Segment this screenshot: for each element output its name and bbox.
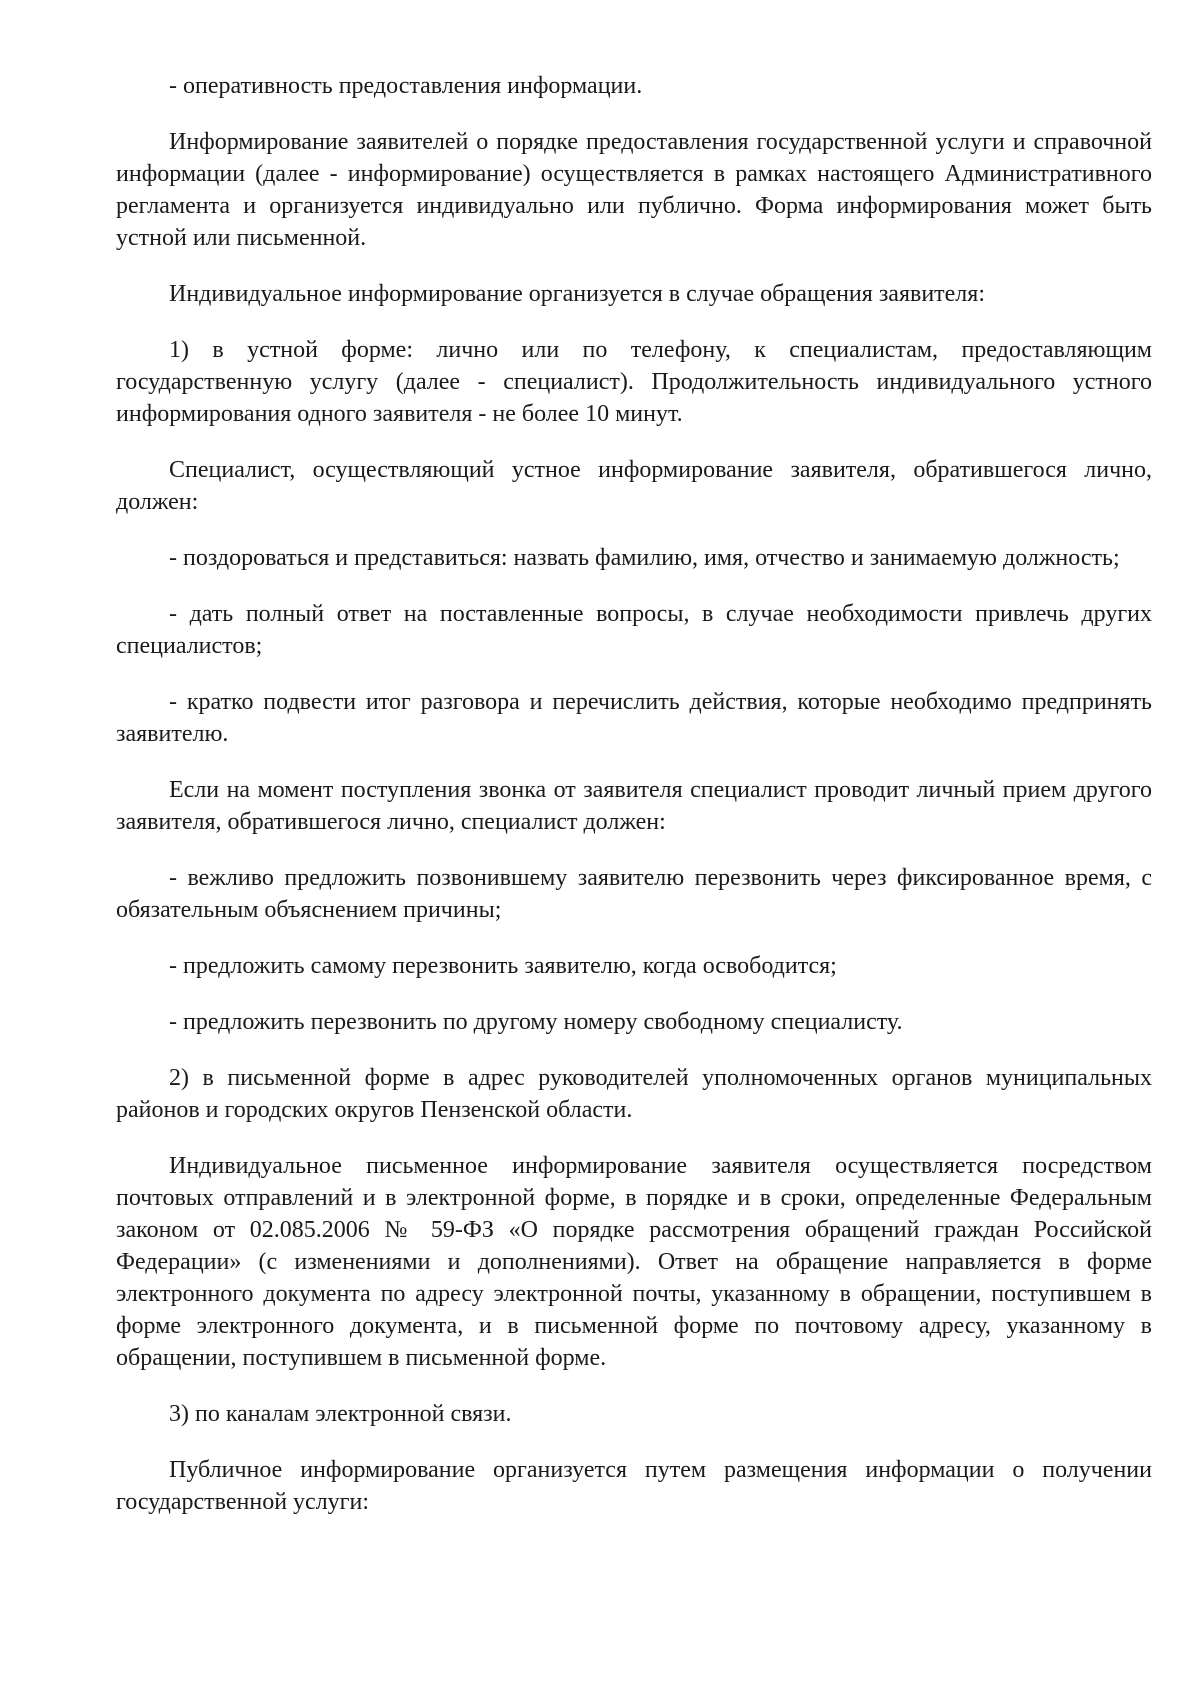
document-body — [116, 70, 1152, 1542]
paragraph-individual-informing: Индивидуальное информирование организуется в случае обращения заявителя: — [169, 281, 985, 307]
paragraph-full-answer: - дать полный ответ на поставленные вопросы, в случае необходимости привлечь других специалистов; — [116, 601, 1152, 659]
paragraph-oral-form: 1) в устной форме: лично или по телефону, к специалистам, предоставляющим государственную услугу (далее - специалист). Продолжительность индивидуального устного информирования одного заявителя - не более 10 минут. — [116, 337, 1152, 427]
paragraph-other-number: - предложить перезвонить по другому номеру свободному специалисту. — [169, 1009, 903, 1035]
paragraph-public-informing: Публичное информирование организуется путем размещения информации о получении государственной услуги: — [116, 1457, 1152, 1515]
paragraph-electronic-channels: 3) по каналам электронной связи. — [169, 1401, 512, 1427]
paragraph-self-callback: - предложить самому перезвонить заявителю, когда освободится; — [169, 953, 837, 979]
paragraph-offer-callback: - вежливо предложить позвонившему заявителю перезвонить через фиксированное время, с обязательным объяснением причины; — [116, 865, 1152, 923]
paragraph-written-informing: Индивидуальное письменное информирование заявителя осуществляется посредством почтовых отправлений и в электронной форме, в порядке и в сроки, определенные Федеральным законом от 02.085.2006 № 59-ФЗ «О порядке рассмотрения обращений граждан Российской Федерации» (с изменениями и дополнениями). Ответ на обращение направляется в форме электронного документа по адресу электронной почты, указанному в обращении, поступившем в форме электронного документа, и в письменной форме по почтовому адресу, указанному в обращении, поступившем в письменной форме. — [116, 1153, 1152, 1371]
paragraph-summarize: - кратко подвести итог разговора и перечислить действия, которые необходимо предпринять заявителю. — [116, 689, 1152, 747]
paragraph-specialist-must: Специалист, осуществляющий устное информирование заявителя, обратившегося лично, должен: — [116, 457, 1152, 515]
paragraph-written-form: 2) в письменной форме в адрес руководителей уполномоченных органов муниципальных районов и городских округов Пензенской области. — [116, 1065, 1152, 1123]
paragraph-greet: - поздороваться и представиться: назвать фамилию, имя, отчество и занимаемую должность; — [169, 545, 1120, 571]
paragraph-call-during-reception: Если на момент поступления звонка от заявителя специалист проводит личный прием другого заявителя, обратившегося лично, специалист должен: — [116, 777, 1152, 835]
paragraph-informing-order: Информирование заявителей о порядке предоставления государственной услуги и справочной информации (далее - информирование) осуществляется в рамках настоящего Административного регламента и организуется индивидуально или публично. Форма информирования может быть устной или письменной. — [116, 129, 1152, 251]
paragraph-promptness: - оперативность предоставления информации. — [169, 73, 643, 99]
